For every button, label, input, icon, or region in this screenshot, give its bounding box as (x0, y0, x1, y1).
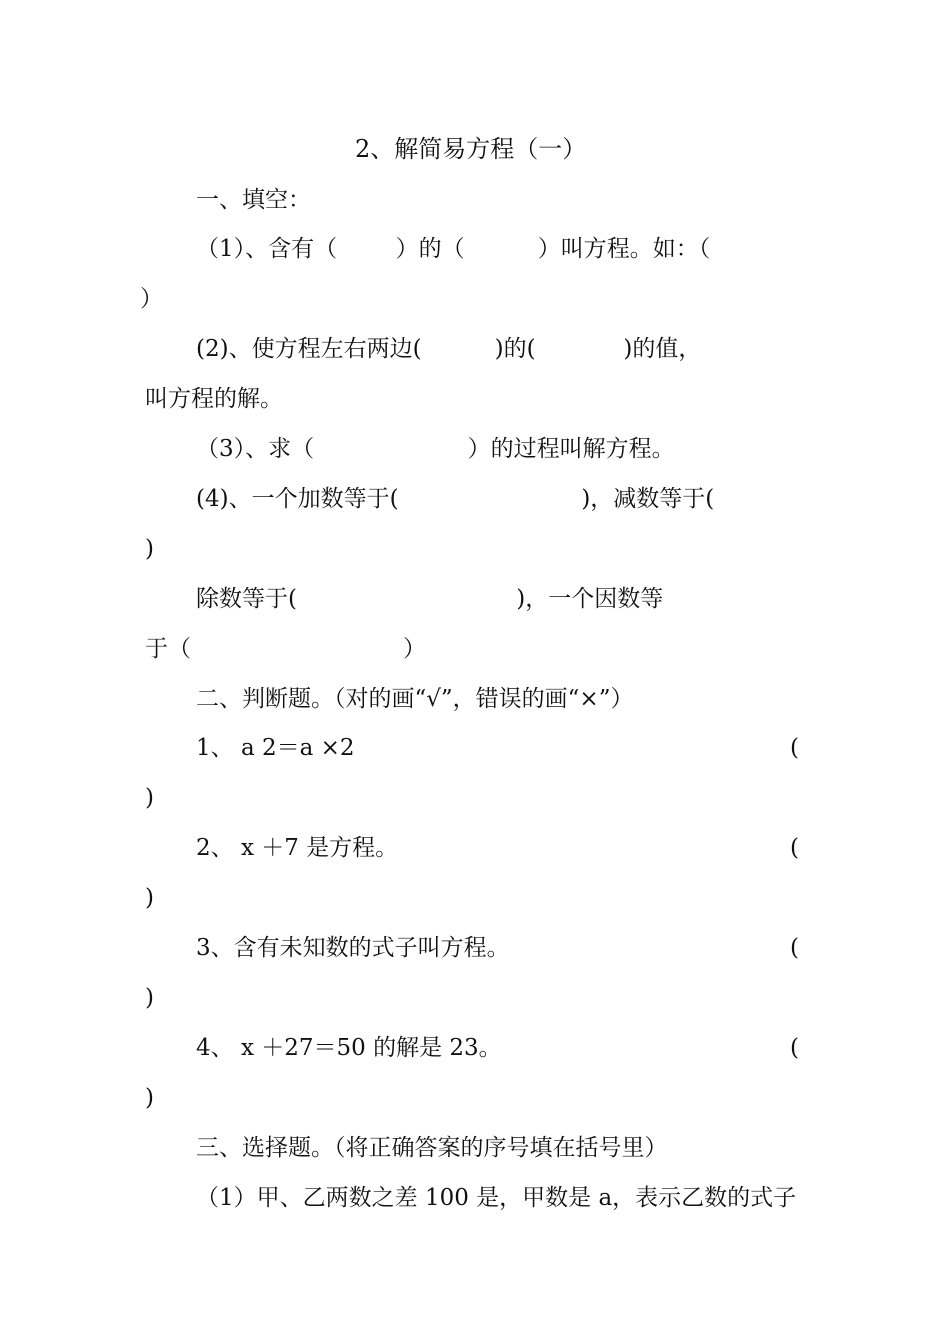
fill-q1-line2: ） (140, 286, 163, 312)
judge-item-2-open: ( (790, 835, 799, 861)
judge-item-1-close: ) (145, 785, 154, 811)
fill-q4-line4: 于（ ） (145, 636, 427, 662)
section-2-heading: 二、判断题。（对的画“√”，错误的画“×”） (196, 686, 634, 712)
judge-item-1: 1、 a 2＝a ×2 (196, 735, 355, 761)
judge-item-3: 3、含有未知数的式子叫方程。 (196, 935, 510, 961)
fill-q2-line1: (2)、使方程左右两边( )的( )的值， (196, 336, 702, 362)
judge-item-4-close: ) (145, 1085, 154, 1111)
fill-q4-line1: (4)、一个加数等于( )，减数等于( (196, 486, 715, 512)
section-3-heading: 三、选择题。（将正确答案的序号填在括号里） (196, 1135, 668, 1161)
judge-item-3-close: ) (145, 985, 154, 1011)
page-title: 2、解简易方程（一） (355, 135, 587, 163)
judge-item-2-close: ) (145, 885, 154, 911)
choice-q1-line1: （1）甲、乙两数之差 100 是，甲数是 a，表示乙数的式子 (196, 1185, 797, 1211)
judge-item-3-open: ( (790, 935, 799, 961)
fill-q1-line1: （1）、含有（ ）的（ ）叫方程。如：（ (196, 236, 711, 262)
fill-q4-line2: ) (145, 536, 154, 562)
judge-item-2: 2、 x ＋7 是方程。 (196, 835, 399, 861)
judge-item-4-open: ( (790, 1035, 799, 1061)
fill-q3-line1: （3）、求（ ）的过程叫解方程。 (196, 436, 675, 462)
fill-q4-line3: 除数等于( )，一个因数等 (196, 586, 664, 612)
judge-item-1-open: ( (790, 735, 799, 761)
fill-q2-line2: 叫方程的解。 (145, 386, 283, 412)
section-1-heading: 一、填空： (196, 187, 311, 213)
judge-item-4: 4、 x ＋27＝50 的解是 23。 (196, 1035, 502, 1061)
